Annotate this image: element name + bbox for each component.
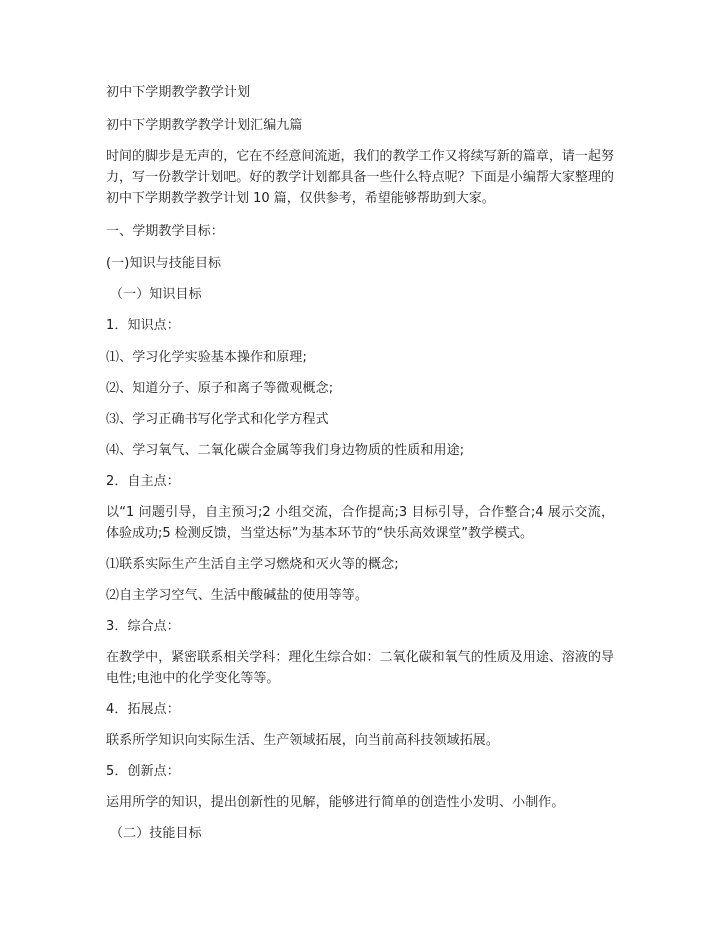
point-2-item: ⑴联系实际生产生活自主学习燃烧和灭火等的概念; xyxy=(106,557,399,572)
point-1-item: ⑶、学习正确书写化学式和化学方程式 xyxy=(106,412,329,427)
point-3-title: 3．综合点： xyxy=(106,619,180,634)
point-4-title: 4．拓展点： xyxy=(106,702,180,717)
point-1-item: ⑵、知道分子、原子和离子等微观概念; xyxy=(106,381,334,396)
intro-paragraph: 时间的脚步是无声的，它在不经意间流逝，我们的教学工作又将续写新的篇章，请一起努力，写一份教学计划吧。好的教学计划都具备一些什么特点呢？下面是小编帮大家整理的初中下学期教学教学计划 10 篇，仅供参考，希望能够帮助到大家。 xyxy=(106,149,614,206)
point-2-paragraph: 以“1 问题引导，自主预习;2 小组交流，合作提高;3 目标引导，合作整合;4 展示交流，体验成功;5 检测反馈，当堂达标”为基本环节的“快乐高效课堂”教学模式。 xyxy=(106,505,614,541)
document-subtitle: 初中下学期教学教学计划汇编九篇 xyxy=(106,118,303,133)
subsection-skill-heading: （二）技能目标 xyxy=(110,826,202,841)
point-1-item: ⑷、学习氧气、二氧化碳合金属等我们身边物质的性质和用途; xyxy=(106,443,465,458)
subsection-heading: (一)知识与技能目标 xyxy=(106,256,222,271)
point-4-paragraph: 联系所学知识向实际生活、生产领域拓展，向当前高科技领域拓展。 xyxy=(106,733,500,748)
point-3-paragraph: 在教学中，紧密联系相关学科：理化生综合如：二氧化碳和氧气的性质及用途、溶液的导电性;电池中的化学变化等等。 xyxy=(106,650,614,686)
subsection-knowledge-heading: （一）知识目标 xyxy=(110,287,202,302)
point-5-paragraph: 运用所学的知识，提出创新性的见解，能够进行简单的创造性小发明、小制作。 xyxy=(106,795,565,810)
point-2-title: 2．自主点： xyxy=(106,474,180,489)
point-1-item: ⑴、学习化学实验基本操作和原理; xyxy=(106,350,307,365)
document-title: 初中下学期教学教学计划 xyxy=(106,85,251,100)
section-heading-1: 一、学期教学目标： xyxy=(106,224,224,239)
point-5-title: 5．创新点： xyxy=(106,764,180,779)
point-2-item: ⑵自主学习空气、生活中酸碱盐的使用等等。 xyxy=(106,588,369,603)
point-1-title: 1．知识点： xyxy=(106,318,180,333)
